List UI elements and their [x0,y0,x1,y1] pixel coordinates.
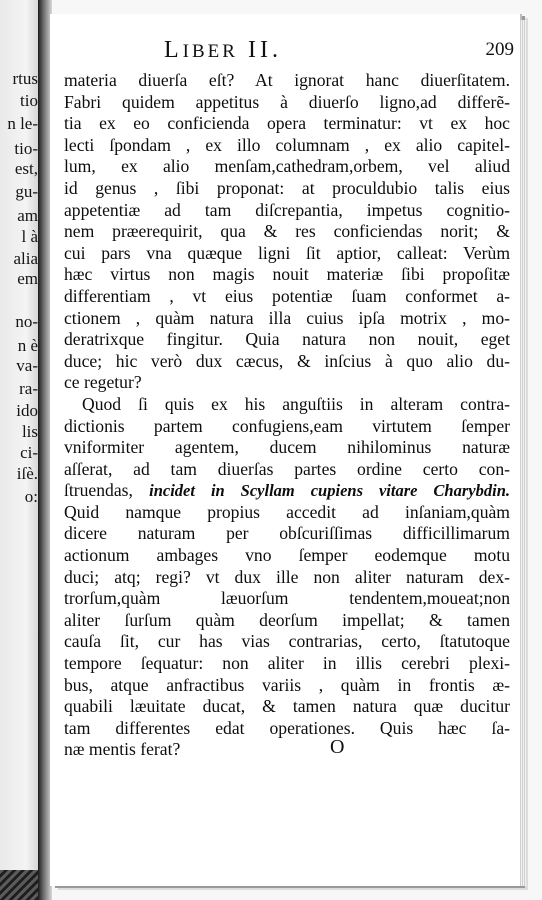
running-head-word: IBER [182,41,238,62]
text-line: tam differentes edat operationes. Quis hæc ſa- [64,717,510,738]
facing-page-fragment: no- [15,312,38,331]
facing-page-fragment: gu- [15,182,38,201]
facing-page-fragment: em [17,269,38,288]
text-line: aliter ſurſum quàm deorſum impellat; & tamen [64,609,510,630]
italic-proverb: incidet in Scyllam cupiens vitare Charybdin. [149,481,510,501]
text-line: Fabri quidem appetitus à diuerſo ligno,ad differẽ- [64,91,510,112]
running-head-initial: L [164,37,183,63]
facing-page-fragment: ido [16,401,38,420]
text-line: vniformiter agentem, ducem nihilominus naturæ [64,437,510,458]
facing-page-fragment: va- [16,356,38,375]
facing-page-fragment: o: [24,487,38,506]
text-line: ctionem , quàm natura illa cuius ipſa motrix , mo- [64,307,510,328]
text-line: actionum ambages vno ſemper eodemque motu [64,545,510,566]
facing-page-fragment: l à [21,227,38,246]
text-line: lum, ex alio menſam,cathedram,orbem, vel aliud [64,156,510,177]
catchword: O [330,736,345,758]
text-line: dictionis partem confugiens,eam virtutem ſemper [64,415,510,436]
facing-page-fragment: am [17,206,38,225]
paragraph-1 [64,70,510,394]
text-line: nem præerequirit, qua & res conficiendas norit; & [64,221,510,242]
facing-page-fragment: est, [14,159,38,178]
text-line: dicere naturam per obſcuriſſimas difficillimarum [64,523,510,544]
text-line: id genus , ſibi proponat: at proculdubio talis eius [64,177,510,198]
running-head [164,38,282,62]
facing-page-fragment: n le- [7,114,38,133]
text-line: tempore ſequatur: non aliter in illis cerebri plexi- [64,653,510,674]
text-line: differentiam , vt eius potentiæ ſuam conformet a- [64,285,510,306]
facing-page-fragment: iſè. [16,464,38,483]
facing-page-fragment: ra- [19,379,38,398]
paragraph-2 [64,394,510,761]
facing-page-fragment: alia [13,249,38,268]
text-line: duci; atq; regi? vt dux ille non aliter naturam dex- [64,566,510,587]
text-line: næ mentis ferat? [64,739,181,760]
text-line: duce; hic verò dux cæcus, & inſcius à quo alio du- [64,350,510,371]
text-line: cauſa ſit, cur has vias contrarias, certo, ſtatutoque [64,631,510,652]
facing-page-fragment: rtus [12,69,38,88]
text-line: cui pars vna quæque ligni ſit aptior, calleat: Verùm [64,242,510,263]
text-line: bus, atque anfractibus variis , quàm in frontis æ- [64,674,510,695]
text-line: Quod ſi quis ex his anguſtiis in alteram contra- [82,393,510,414]
text-line: Quid namque propius accedit ad inſaniam,quàm [64,501,510,522]
text-line: materia diuerſa eſt? At ignorat hanc diuerſitatem. [64,70,510,90]
text-line: aſſerat, ad tam diuerſas partes ordine certo con- [64,458,510,479]
running-head-book-number: II. [247,37,282,63]
text-line: ce regetur? [64,372,142,393]
page-header [50,38,520,66]
page-stack-edge [520,20,526,886]
text-line: quabili læuitate ducat, & tamen natura quæ ducitur [64,696,510,717]
text-line: hæc virtus non magis nouit materiæ ſibi propoſitæ [64,264,510,285]
text-line: ſtruendas, incidet in Scyllam cupiens vitare Charybdin. [64,480,510,501]
page-number: 209 [485,39,514,60]
facing-page-fragment: tio- [14,139,38,158]
body-text [64,70,510,761]
facing-page-fragment: n è [17,336,38,355]
text-line: lecti ſpondam , ex illo columnam , ex alio capitel- [64,134,510,155]
text-line: appetentiæ ad tam diſcrepantia, impetus cognitio- [64,199,510,220]
text-line: deratrixque fingitur. Quia natura non nouit, eget [64,329,510,350]
text-line: trorſum,quàm læuorſum tendentem,moueat;non [64,588,510,609]
facing-page-fragment: tio [20,91,38,110]
facing-page-fragment: ci- [20,443,38,462]
facing-page-fragment: lis [21,422,38,441]
text-line: tia ex eo conficienda opera terminatur: vt ex hoc [64,113,510,134]
